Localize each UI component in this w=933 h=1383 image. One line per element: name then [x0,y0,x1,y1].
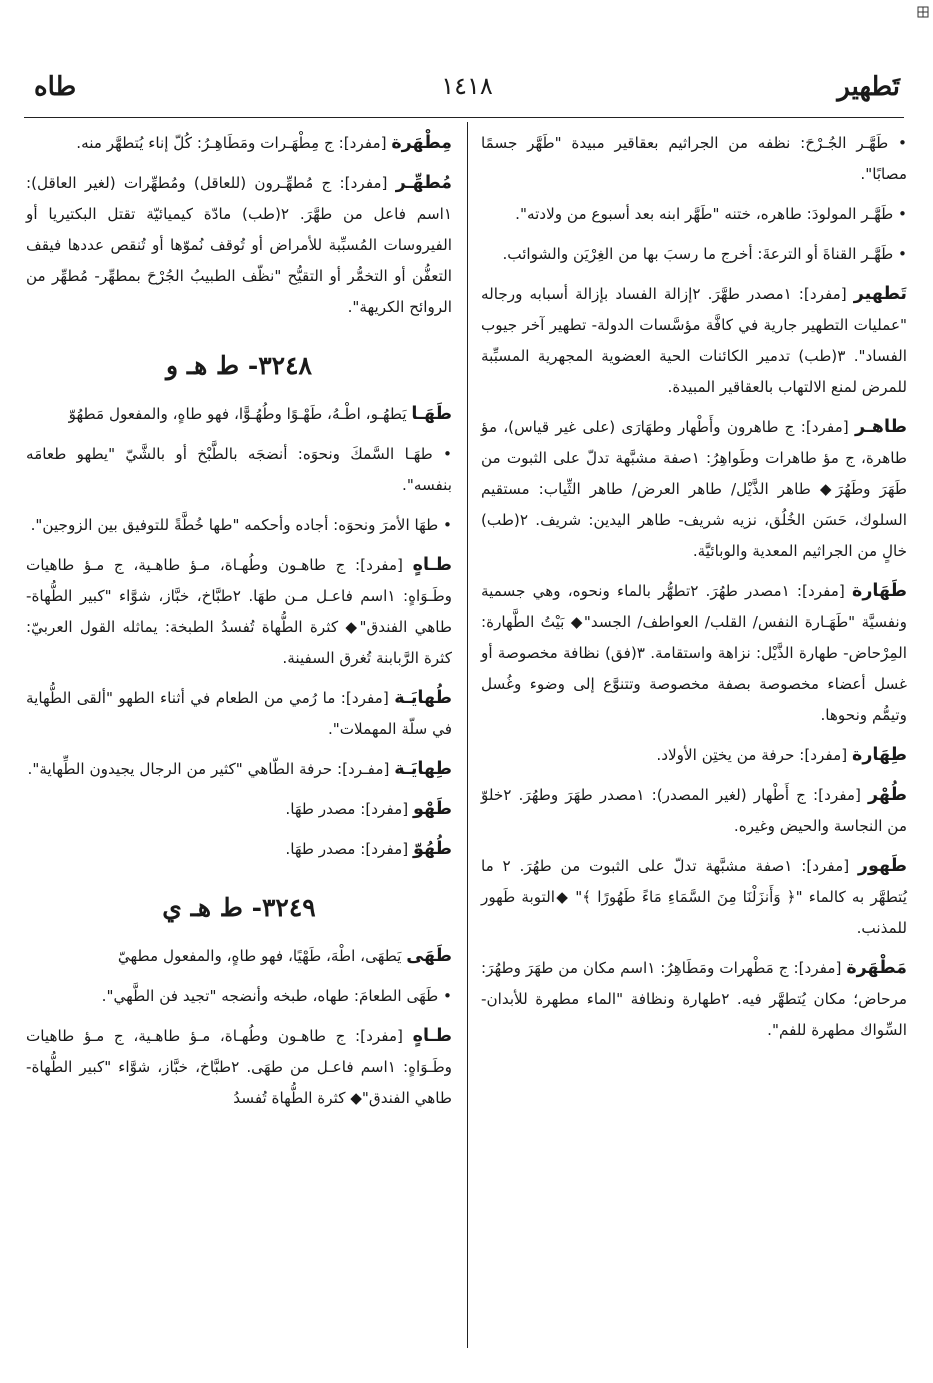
right-column [481,128,907,1055]
entry [481,851,907,944]
definition: [مفرد]: ج مُطهِّـرون (للعاقل) ومُطهِّرات (لغير العاقل): ١اسم فاعل من طهَّرَ. ٢(طب) مادّة كيميائيّة تقتل البكتيريا أو الفيروسات المُسبِّبة للأمراض أو تُوقف نُموّها أو تُنقص عددها فيقف التعفُّن أو التخمُّر أو التقيُّح "نظّف الطبيبُ الجُرْحَ بمطهِّر- مُطهِّر من الروائح الكريهة". [26,174,453,316]
entry [26,754,452,785]
definition: [مفرد]: ج أَطْهار (لغير المصدر): ١مصدر طهَرَ وطهُرَ. ٢خلوّ من النجاسة والحيض وغيره. [481,786,907,835]
definition: [مفرد]: ج مِطْهَـرات ومَطَاهِـرُ: كُلّ إناء يُتطهَّر منه. [76,134,392,152]
corner-mark [917,6,929,18]
headword: طَهْو [412,799,452,819]
entry [26,981,452,1012]
headword: تَطهير [853,284,907,304]
headword: طِهايَـة [394,759,452,779]
headword: طَهور [857,856,907,876]
entry [26,510,452,541]
entry [481,780,907,842]
entry [26,1021,452,1114]
entry [481,199,907,230]
definition: [مفرد]: ١صفة مشبَّهة تدلّ على الثبوت من طهُرَ. ٢ ما يُتطهَّر به كالماء "﴿ وَأَنزَلْنَا مِنَ السَّمَاءِ مَاءً طَهُورًا ﴾" ◆التوبة طَهور للمذنب. [481,857,907,937]
definition: [مفرد]: ج طاهرون وأَطْهار وطهَارَى (على غير قياس)، مؤ طاهرة، ج مؤ طاهرات وطَواهِرُ: ١صفة مشبَّهة تدلّ على الثبوت من طَهَرَ وطَهُرَ◆ طاهر الذَّيْل/ طاهر العرض/ طاهر الثِّياب: مستقيم السلوك، حَسَن الخُلُق، نزيه شريف- طاهر اليدين: شريف. ٢(طب) خالٍ من الجراثيم المعدية والوبائيَّة. [481,418,907,560]
headword: طـاهٍ [412,1026,452,1046]
definition: [مفرد]: مصدر طهَا. [285,840,413,858]
entry [26,794,452,825]
definition: • طَهَى الطعامَ: طهاه، طبخه وأنضجه "تجيد فن الطَّهي". [101,987,452,1005]
column-divider [467,122,468,1348]
guide-word-left: طاه [34,72,77,102]
definition: يَطهَى، اطْهَ، طَهْيًا، فهو طاهٍ، والمفعول مطهيّ [117,947,407,965]
entry [26,168,452,323]
headword: طَهَى [406,946,452,966]
root-section-heading: ٣٢٤٨- ط هـ و [166,351,312,380]
headword: طَهَـا [411,404,452,424]
definition: [مفرد]: حرفة من يختِن الأولاد. [656,746,852,764]
header-rule [24,117,904,118]
headword: مِطْهَرة [391,133,452,153]
entry [26,439,452,501]
headword: مُطهِّـر [395,173,452,193]
headword: طَهَارة [851,581,907,601]
entry [26,683,452,745]
entry [481,412,907,567]
entry [481,740,907,771]
root-section-heading: ٣٢٤٩- ط هـ ي [162,893,316,922]
headword: طـاهٍ [412,555,452,575]
definition: • طَهَّـر القناةَ أو الترعةَ: أخرج ما رسبَ بها من الغِرْيَن والشوائب. [502,245,907,263]
entry [26,941,452,972]
entry [26,550,452,674]
definition: • طَهَّـر المولودَ: طاهره، ختنه "طَهَّر ابنه بعد أسبوع من ولادته". [515,205,907,223]
headword: طُهُوّ [412,839,452,859]
definition: يَطهُـو، اطْـهُ، طَهْـوًا وطُهُـوًّا، فهو طاهٍ، والمفعول مَطهُوّ [68,405,412,423]
headword: طُهايَـة [394,688,452,708]
definition: [مفـرد]: حرفة الطّاهي "كثير من الرجال يجيدون الطِّهاية". [27,760,395,778]
entry [481,576,907,731]
definition: • طَهَّـر الجُـرْحَ: نظفه من الجراثيم بعقاقير مبيدة "طَهَّر جسمًا مصابًا". [481,134,907,183]
definition: [مفرد]: ج مَطْهرات ومَطَاهِرُ: ١اسم مكان من طهَرَ وطهُرَ: مرحاض؛ مكان يُتطهَّر فيه. ٢طهارة ونظافة "الماء مطهرة للأبدان- السِّواك مطهرة للفم". [481,959,908,1039]
guide-word-right: تَطهير [837,72,900,102]
headword: طاهـر [854,417,907,437]
entry [481,128,907,190]
definition: • طهَا الأمرَ ونحوَه: أجاده وأحكمه "طها خُطَّةً للتوفيق بين الزوجين". [30,516,452,534]
entry [26,834,452,865]
definition: [مفرد]: ما رُمي من الطعام في أثناء الطهو "ألقى الطُّهاية في سلّة المهملات". [26,689,452,738]
entry [26,128,452,159]
entry [481,953,907,1046]
definition: • طهَـا السَّمكَ ونحوَه: أنضجَه بالطَّبْخ أو بالشَّيّ "يطهو طعامَه بنفسه". [26,445,452,494]
entry [26,399,452,430]
page-number: ١٤١٨ [441,72,493,100]
definition: [مفرد]: ١مصدر طهُرَ. ٢تطهُّر بالماء ونحوه، وهي جسمية ونفسيَّة "طَهَـارة النفس/ القلب/ العواطف/ الجسد"◆ بَيْتُ الطَّهارة: المِرْحاض- طهارة الذَّيْل: نزاهة واستقامة. ٣(فق) نظافة مخصوصة أو غسل أعضاء مخصوصة بصفة مخصوصة وتتنوَّع إلى وضوء وغُسل وتيمُّم ونحوها. [481,582,907,724]
running-head [34,72,900,112]
entry [481,279,907,403]
definition: [مفرد]: ج طاهـون وطُهـاة، مـؤ طاهـية، ج مـؤ طاهيات وطَـوَاهٍ: ١اسم فاعـل مـن طهَا. ٢طبَّاخ، خبَّاز، شوَّاء "كبير الطُّهاة- طاهي الفندق"◆ كثرة الطُّهاة تُفسدُ الطبخة: يماثله القول العربيّ: كثرة الرَّبابنة تُغرق السفينة. [26,556,452,667]
definition: [مفرد]: مصدر طهَا. [285,800,413,818]
left-column [26,128,452,1123]
definition: [مفرد]: ج طاهـون وطُهـاة، مـؤ طاهـية، ج مـؤ طاهيات وطَـوَاهٍ: ١اسم فاعـل من طهَى. ٢طبَّاخ، خبَّاز، شوَّاء "كبير الطُّهاة- طاهي الفندق"◆ كثرة الطُّهاة تُفسدُ [26,1027,452,1107]
headword: مَطْهَرة [846,958,907,978]
headword: طِهَارة [851,745,907,765]
definition: [مفرد]: ١مصدر طهَّرَ. ٢إزالة الفساد بإزالة أسبابه ورجاله "عمليات التطهير جارية في كافَّة مؤسَّسات الدولة- تطهير آخر جيوب الفساد". ٣(طب) تدمير الكائنات الحية العضوية المجهرية المسبِّبة للمرض لمنع الالتهاب بالعقاقير المبيدة. [481,285,907,396]
headword: طُهْر [868,785,907,805]
entry [481,239,907,270]
